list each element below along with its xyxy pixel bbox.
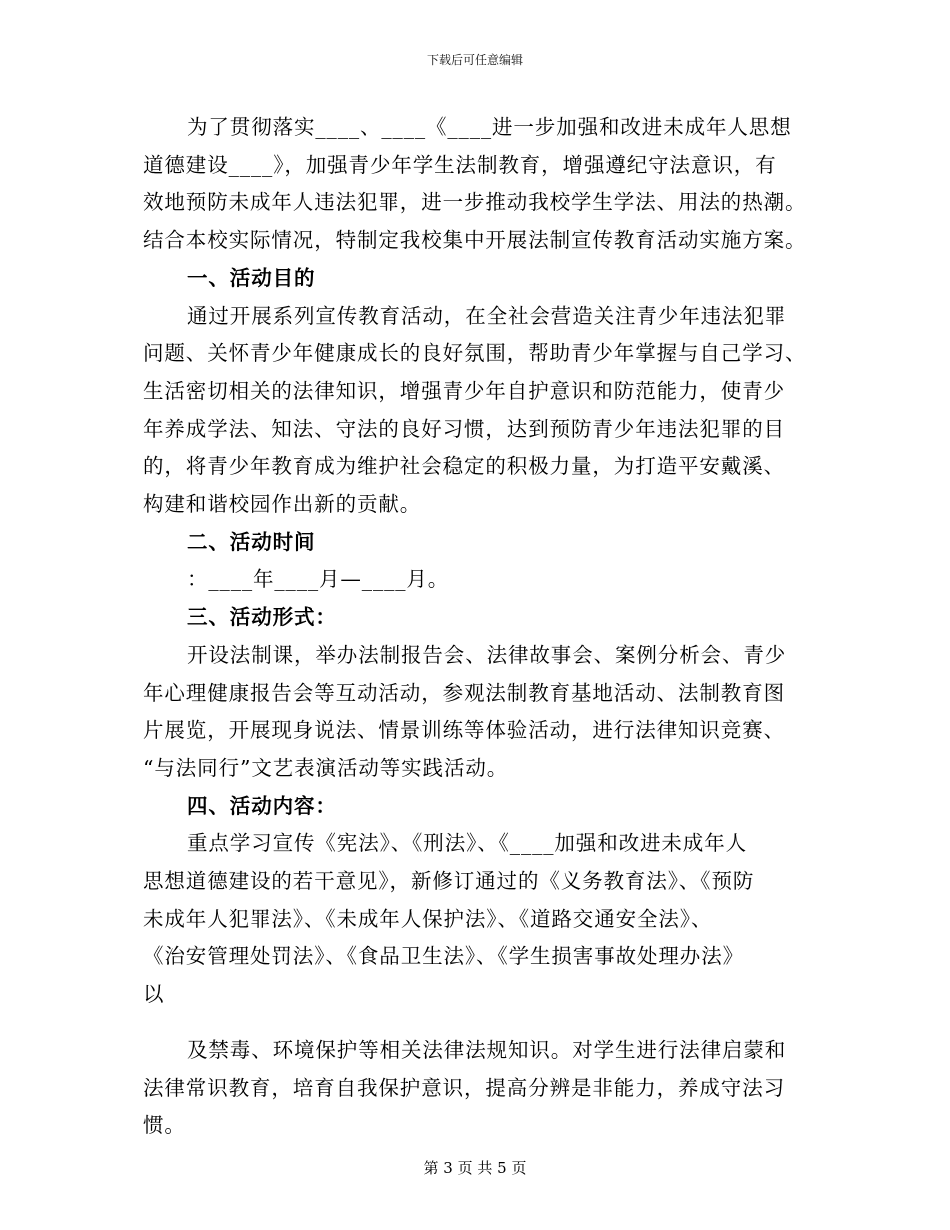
intro-line-3: 效地预防未成年人违法犯罪，进一步推动我校学生学法、用法的热潮。	[143, 190, 807, 215]
section-4-cont-line-3: 惯。	[143, 1113, 186, 1138]
section-3-line-1: 开设法制课，举办法制报告会、法律故事会、案例分析会、青少	[187, 642, 787, 667]
section-2-date-line: ：____年____月—____月。	[187, 567, 450, 592]
section-1-heading: 一、活动目的	[187, 265, 316, 290]
section-1-paragraph	[143, 298, 813, 524]
page-number-footer: 第 3 页 共 5 页	[423, 1159, 527, 1177]
section-2-heading: 二、活动时间	[187, 529, 316, 554]
section-3-heading: 三、活动形式：	[187, 605, 337, 630]
section-4-line-4: 《治安管理处罚法》、《食品卫生法》、《学生损害事故处理办法》	[143, 944, 744, 969]
document-body	[143, 109, 813, 1145]
page-header-note: 下载后可任意编辑	[426, 53, 523, 67]
section-1-line-6: 构建和谐校园作出新的贡献。	[143, 492, 422, 517]
section-4-continuation	[143, 1032, 813, 1145]
section-4-heading: 四、活动内容：	[187, 793, 337, 818]
section-4-paragraph	[143, 825, 813, 1014]
section-1-line-2: 问题、关怀青少年健康成长的良好氛围，帮助青少年掌握与自己学习、	[143, 341, 807, 366]
intro-paragraph	[143, 109, 813, 260]
section-4-line-5: 以	[143, 982, 165, 1007]
intro-line-2: 道德建设____》，加强青少年学生法制教育，增强遵纪守法意识，有	[143, 152, 777, 177]
section-1-line-1: 通过开展系列宣传教育活动，在全社会营造关注青少年违法犯罪	[187, 303, 787, 328]
section-3-paragraph	[143, 637, 813, 788]
section-4-cont-line-1: 及禁毒、环境保护等相关法律法规知识。对学生进行法律启蒙和	[187, 1037, 787, 1062]
intro-line-1: 为了贯彻落实____、____《____进一步加强和改进未成年人思想	[187, 115, 792, 139]
intro-line-4: 结合本校实际情况，特制定我校集中开展法制宣传教育活动实施方案。	[143, 228, 807, 253]
section-4-cont-line-2: 法律常识教育，培育自我保护意识，提高分辨是非能力，养成守法习	[143, 1075, 785, 1100]
section-4-line-2: 思想道德建设的若干意见》，新修订通过的《义务教育法》、《预防	[143, 869, 755, 894]
section-1-line-3: 生活密切相关的法律知识，增强青少年自护意识和防范能力，使青少	[143, 378, 785, 403]
section-4-line-1: 重点学习宣传《宪法》、《刑法》、《____加强和改进未成年人	[187, 831, 747, 856]
section-3-line-4: “与法同行”文艺表演活动等实践活动。	[143, 755, 509, 780]
section-4-line-3: 未成年人犯罪法》、《未成年人保护法》、《道路交通安全法》、	[143, 906, 713, 931]
section-3-line-3: 片展览，开展现身说法、情景训练等体验活动，进行法律知识竞赛、	[143, 718, 785, 743]
section-1-line-4: 年养成学法、知法、守法的良好习惯，达到预防青少年违法犯罪的目	[143, 416, 785, 441]
section-1-line-5: 的，将青少年教育成为维护社会稳定的积极力量，为打造平安戴溪、	[143, 454, 785, 479]
section-3-line-2: 年心理健康报告会等互动活动，参观法制教育基地活动、法制教育图	[143, 680, 785, 705]
